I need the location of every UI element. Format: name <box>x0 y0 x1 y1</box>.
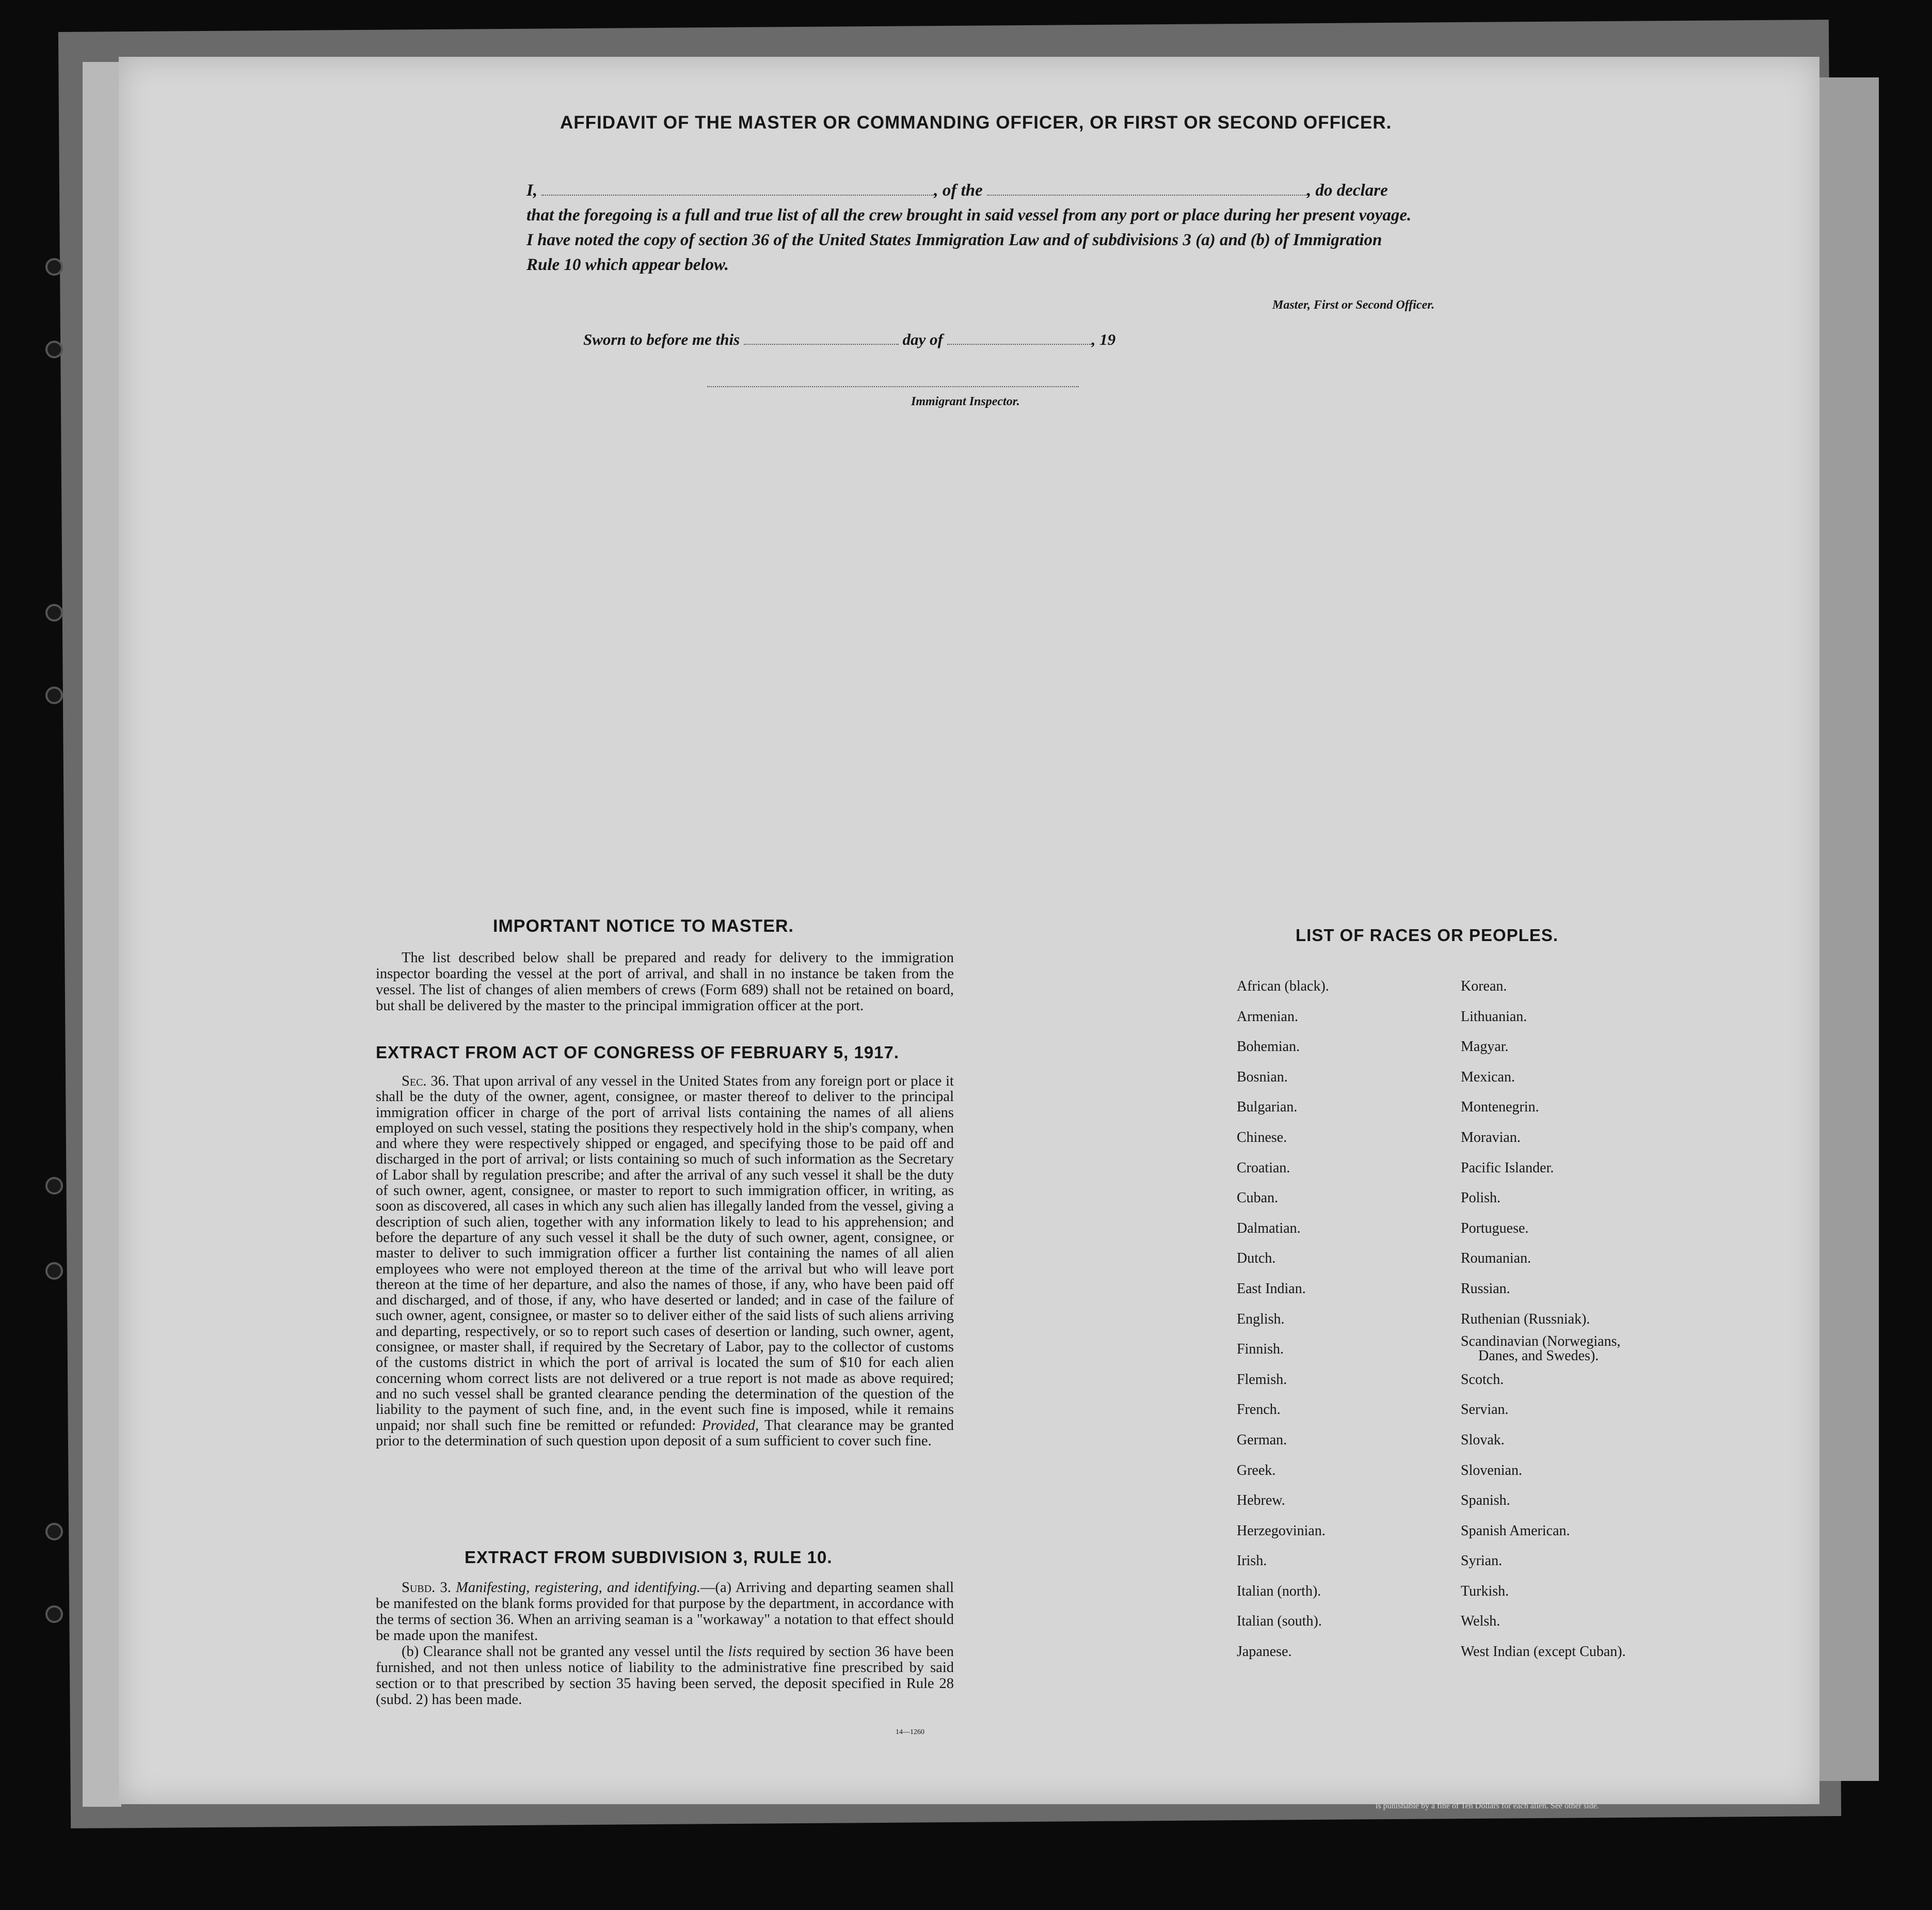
master-signature-label: Master, First or Second Officer. <box>1272 298 1435 312</box>
race-item: Flemish. <box>1237 1371 1287 1388</box>
day-blank <box>744 344 899 345</box>
footer-note: is punishable by a fine of Ten Dollars for each alien. See other side. <box>1376 1802 1599 1810</box>
race-item: Dalmatian. <box>1237 1220 1301 1236</box>
binder-hole <box>45 1605 63 1623</box>
subd-b-text2: required by section 36 have been furnished, and not then unless notice of liability to the administrative fine prescribed by said section or to that prescribed by section 35 having been served, the deposit specified in Rule 28 (subd. 2) has been made. <box>376 1644 954 1708</box>
race-item: Cuban. <box>1237 1190 1279 1206</box>
notice-title: IMPORTANT NOTICE TO MASTER. <box>493 916 794 936</box>
race-item: Italian (south). <box>1237 1613 1322 1630</box>
race-item: Syrian. <box>1461 1553 1503 1569</box>
name-blank <box>541 195 934 196</box>
race-item: Pacific Islander. <box>1461 1159 1554 1176</box>
race-item: Magyar. <box>1461 1039 1509 1055</box>
races-left-column <box>1237 972 1329 1667</box>
subd-a-text: Arriving and departing seamen shall be manifested on the blank forms provided for that purpose by the department, in accordance with the terms of section 36. When an arriving seaman is a "workaway" a notation to that effect should be made upon the manifest. <box>376 1580 954 1644</box>
binder-hole <box>45 604 63 622</box>
binder-hole <box>45 258 63 276</box>
race-item: Irish. <box>1237 1553 1267 1569</box>
notice-text: The list described below shall be prepared and ready for delivery to the immigration inspector boarding the vessel at the port of arrival, and shall in no instance be taken from the vessel. The list of changes of alien members of crews (Form 689) shall not be retained on board, but shall be delivered by the master to the principal immigration officer at the port. <box>376 950 954 1014</box>
race-item: Russian. <box>1461 1280 1510 1297</box>
left-page-edge <box>83 62 121 1807</box>
race-item: Chinese. <box>1237 1129 1287 1145</box>
race-item: Turkish. <box>1461 1583 1509 1599</box>
race-item: Lithuanian. <box>1461 1008 1527 1025</box>
inspector-signature-label: Immigrant Inspector. <box>911 395 1020 408</box>
binder-hole <box>45 341 63 358</box>
race-item: Bosnian. <box>1237 1069 1288 1085</box>
race-item: African (black). <box>1237 978 1329 994</box>
affidavit-i: I, <box>526 181 538 200</box>
race-item: Armenian. <box>1237 1008 1298 1025</box>
race-item: Servian. <box>1461 1402 1509 1418</box>
race-item: English. <box>1237 1311 1285 1327</box>
sworn-line <box>583 330 1115 349</box>
affidavit-line4: Rule 10 which appear below. <box>526 256 729 274</box>
race-item: Hebrew. <box>1237 1492 1285 1509</box>
binder-hole <box>45 687 63 704</box>
inspector-signature-line <box>707 386 1079 387</box>
form-number: 14—1260 <box>896 1728 924 1736</box>
race-item-continuation: Danes, and Swedes). <box>1478 1348 1599 1364</box>
extract-act-title: EXTRACT FROM ACT OF CONGRESS OF FEBRUARY 5, 1917. <box>376 1043 900 1062</box>
affidavit-title: AFFIDAVIT OF THE MASTER OR COMMANDING OFFICER, OR FIRST OR SECOND OFFICER. <box>560 113 1392 133</box>
subd-b-text1: Clearance shall not be granted any vessel until the <box>423 1644 724 1660</box>
day-of-text: day of <box>902 330 943 348</box>
binder-hole <box>45 1262 63 1280</box>
affidavit-line3: I have noted the copy of section 36 of the United States Immigration Law and of subdivisions 3 (a) and (b) of Immigration <box>526 231 1382 249</box>
race-item: Japanese. <box>1237 1644 1292 1660</box>
race-item: Slovenian. <box>1461 1462 1522 1478</box>
subd-b-label: (b) <box>402 1644 419 1660</box>
race-item: Croatian. <box>1237 1159 1290 1176</box>
affidavit-line2: that the foregoing is a full and true list of all the crew brought in said vessel from any port or place during her present voyage. <box>526 206 1412 225</box>
right-page-edge <box>1819 77 1879 1781</box>
race-item: Dutch. <box>1237 1250 1276 1267</box>
race-item: Italian (north). <box>1237 1583 1321 1599</box>
do-declare-text: , do declare <box>1307 181 1388 200</box>
year-text: , 19 <box>1091 330 1116 348</box>
vessel-blank <box>987 195 1307 196</box>
race-item: Welsh. <box>1461 1613 1500 1630</box>
race-item: Ruthenian (Russniak). <box>1461 1311 1590 1327</box>
subd-title: Manifesting, registering, and identifying. <box>456 1580 700 1596</box>
race-item: Greek. <box>1237 1462 1276 1478</box>
race-item: Roumanian. <box>1461 1250 1531 1267</box>
race-item: Moravian. <box>1461 1129 1521 1145</box>
sworn-text: Sworn to before me this <box>583 330 740 348</box>
provided-word: Provided, <box>701 1417 759 1434</box>
subd-label: Subd. 3. <box>402 1580 451 1596</box>
sec-label: Sec. 36. <box>402 1073 449 1089</box>
races-right-column <box>1461 972 1626 1667</box>
race-item: Polish. <box>1461 1190 1501 1206</box>
races-title: LIST OF RACES OR PEOPLES. <box>1296 926 1559 945</box>
race-item: East Indian. <box>1237 1280 1306 1297</box>
race-item: German. <box>1237 1431 1287 1448</box>
month-blank <box>947 344 1092 345</box>
race-item: Bohemian. <box>1237 1039 1300 1055</box>
race-item: Scandinavian (Norwegians, Danes, and Swedes). <box>1461 1334 1626 1365</box>
race-item: Portuguese. <box>1461 1220 1529 1236</box>
race-item: Korean. <box>1461 978 1507 994</box>
race-item: Scotch. <box>1461 1371 1504 1388</box>
race-item: Bulgarian. <box>1237 1099 1298 1116</box>
affidavit-body <box>526 178 1497 277</box>
binder-hole <box>45 1523 63 1540</box>
of-the-text: , of the <box>934 181 983 200</box>
race-item: French. <box>1237 1402 1281 1418</box>
race-item: Slovak. <box>1461 1431 1505 1448</box>
extract-rule-title: EXTRACT FROM SUBDIVISION 3, RULE 10. <box>465 1548 833 1567</box>
race-item: Finnish. <box>1237 1341 1284 1358</box>
race-item: Herzegovinian. <box>1237 1522 1326 1539</box>
section-36-text <box>376 1074 954 1449</box>
race-item: West Indian (except Cuban). <box>1461 1644 1626 1660</box>
race-item: Spanish American. <box>1461 1522 1570 1539</box>
race-item: Spanish. <box>1461 1492 1510 1509</box>
subd-b-lists: lists <box>728 1644 752 1660</box>
subd-a-label: —(a) <box>700 1580 732 1596</box>
race-item: Mexican. <box>1461 1069 1515 1085</box>
rule-text <box>376 1580 954 1708</box>
sec-body-end: That clearance may be granted prior to the determination of such question upon deposit of a sum sufficient to cover such fine. <box>376 1417 954 1449</box>
sec-body: That upon arrival of any vessel in the United States from any foreign port or place it shall be the duty of the owner, agent, consignee, or master thereof to deliver to the principal immigration officer in charge of the port of arrival lists containing the names of all aliens employed on such vessel, stating the positions they respectively hold in the ship's company, when and where they were respectively shipped or engaged, and specifying those to be paid off and discharged in the port of arrival; or lists containing so much of such information as the Secretary of Labor shall by regulation prescribe; and after the arrival of any such vessel it shall be the duty of such owner, agent, consignee, or master to report to such immigration officer, in writing, as soon as discovered, all cases in which any such alien has illegally landed from the vessel, giving a description of such alien, together with any information likely to lead to his apprehension; and before the departure of any such vessel it shall be the duty of such owner, agent, consignee, or master to deliver to such immigration officer a further list containing the names of all alien employees who were not employed thereon at the time of the arrival but who will leave port thereon at the time of her departure, and also the names of those, if any, who have been paid off and discharged, and of those, if any, who have deserted or landed; and in case of the failure of such owner, agent, consignee, or master so to deliver either of the said lists of such aliens arriving and departing, respectively, or so to report such cases of desertion or landing, such owner, agent, consignee, or master shall, if required by the Secretary of Labor, pay to the collector of customs of the customs district in which the port of arrival is located the sum of $10 for each alien concerning whom correct lists are not delivered or a true report is not made as above required; and no such vessel shall be granted clearance pending the determination of the question of the liability to the payment of such fine, and, in the event such fine is imposed, while it remains unpaid; nor shall such fine be remitted or refunded: <box>376 1073 954 1434</box>
race-item: Montenegrin. <box>1461 1099 1539 1116</box>
binder-hole <box>45 1177 63 1195</box>
